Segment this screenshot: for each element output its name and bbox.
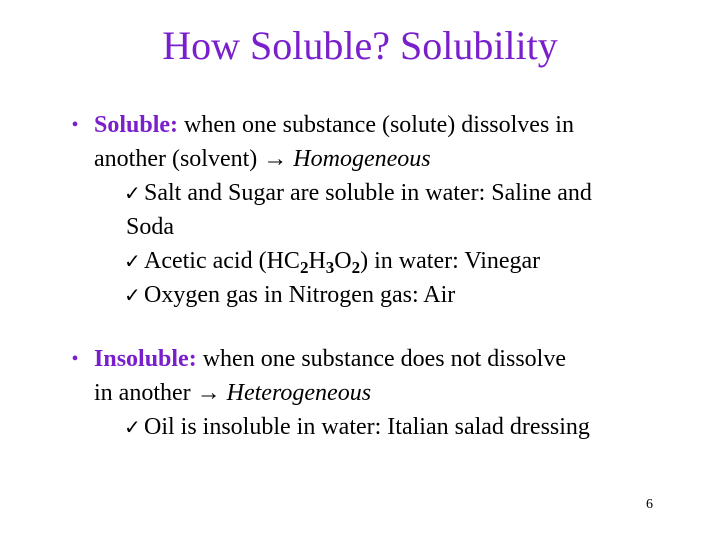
soluble-keyword: Soluble: [94, 112, 179, 138]
example-salt-sugar-cont [60, 210, 680, 244]
acetic-text-h: H [308, 248, 326, 274]
bullet-soluble-line2 [60, 142, 680, 176]
page-number: 6 [646, 497, 653, 512]
insoluble-continuation: in another [94, 380, 197, 406]
example-salt-text-cont: Soda [126, 214, 174, 240]
example-salt-sugar [60, 176, 680, 210]
heterogeneous-term: Heterogeneous [226, 380, 372, 406]
subscript-2b: 2 [351, 258, 361, 277]
bullet-insoluble-line2 [60, 376, 680, 410]
example-oil-text: Oil is insoluble in water: Italian salad dressing [144, 414, 590, 440]
insoluble-definition: when one substance does not dissolve [196, 346, 566, 372]
example-oil [60, 410, 680, 444]
soluble-continuation: another (solvent) [94, 146, 264, 172]
example-oxygen [60, 278, 680, 312]
soluble-definition: when one substance (solute) dissolves in [178, 112, 574, 138]
acetic-text-pre: Acetic acid (HC [144, 248, 300, 274]
example-salt-text: Salt and Sugar are soluble in water: Saline and [144, 180, 592, 206]
bullet-soluble-line1 [60, 108, 680, 142]
bullet-insoluble [60, 342, 680, 444]
checkmark-icon: ✓ [124, 181, 141, 205]
checkmark-icon: ✓ [124, 249, 141, 273]
insoluble-keyword: Insoluble: [94, 346, 197, 372]
homogeneous-term: Homogeneous [293, 146, 431, 172]
right-arrow-icon: → [196, 380, 221, 406]
example-oxygen-text: Oxygen gas in Nitrogen gas: Air [144, 282, 456, 308]
bullet-insoluble-line1 [60, 342, 680, 376]
checkmark-icon: ✓ [124, 283, 141, 307]
bullet-dot-icon: • [71, 348, 79, 370]
checkmark-icon: ✓ [124, 415, 141, 439]
subscript-2: 2 [299, 258, 309, 277]
bullet-soluble [60, 108, 680, 312]
slide-title: How Soluble? Solubility [162, 23, 558, 68]
bullet-dot-icon: • [71, 114, 79, 136]
acetic-text-o: O [334, 248, 352, 274]
subscript-3: 3 [325, 258, 335, 277]
acetic-text-post: ) in water: Vinegar [360, 248, 541, 274]
right-arrow-icon: → [263, 146, 288, 172]
example-acetic-acid [60, 244, 680, 278]
